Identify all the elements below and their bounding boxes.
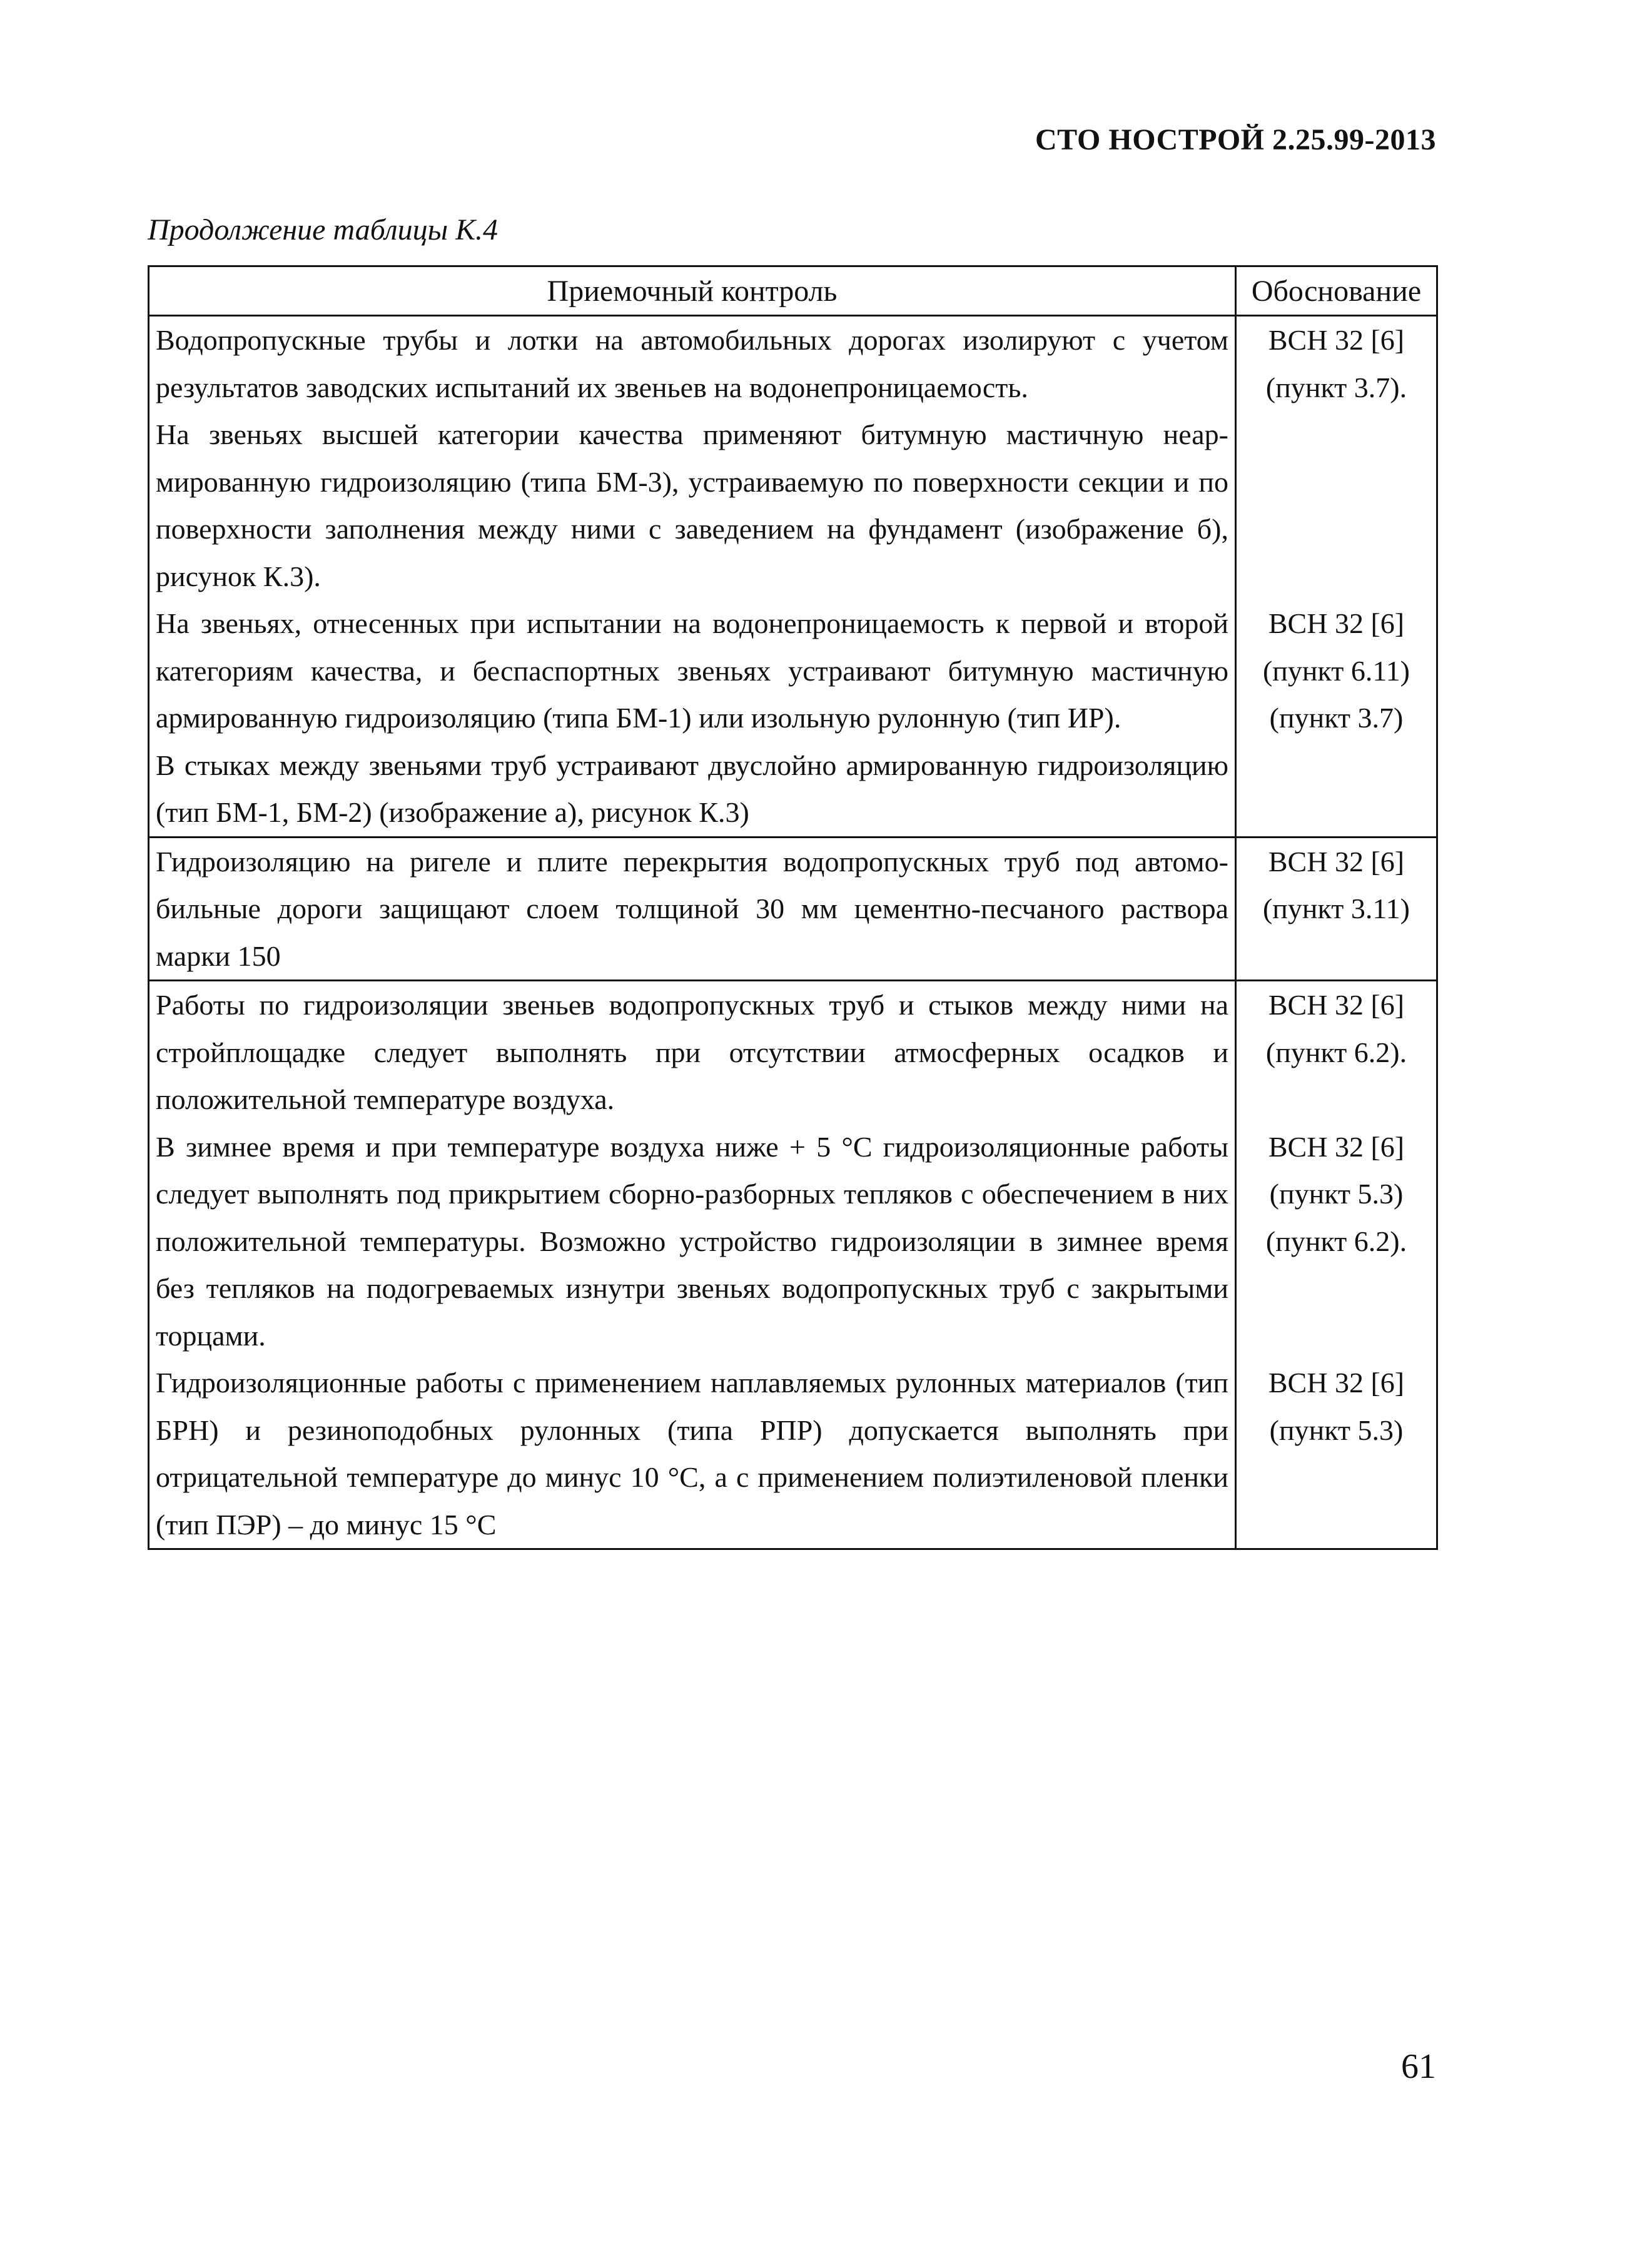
paragraph: В стыках между звеньями труб устраивают двуслойно армированную гидроизоляцию (тип БМ-1, БМ-2) (изображение а), рисунок К.3): [156, 749, 1228, 828]
reference-line: (пункт 6.2).: [1265, 1036, 1407, 1068]
reference-line: (пункт 3.7).: [1265, 371, 1407, 403]
paragraph: На звеньях, отнесенных при испытании на водонепроницаемость к первой и второй категориям качества, и беспаспортных звеньях устраивают битумную мастичную армированную гидроизоляцию (типа БМ-1) или изольную рулонную (тип ИР).: [156, 607, 1228, 734]
reference-line: (пункт 6.11): [1262, 654, 1410, 687]
justification-cell: [1236, 316, 1437, 838]
reference-line: (пункт 5.3): [1269, 1178, 1404, 1210]
paragraph: Гидроизоляционные работы с применением наплавляемых рулонных материалов (тип БРН) и резиноподобных рулонных (типа РПР) допускается выполнять при отрицательной температуре до минус 10 °С, а с применением полиэтиленовой пленки (тип ПЭР) – до минус 15 °С: [156, 1367, 1228, 1541]
paragraph: На звеньях высшей категории качества применяют битумную мастичную неармированную гидроизоляцию (типа БМ-3), устраиваемую по поверхности секции и по поверхности заполнения между ними с заведением на фундамент (изображение б), рисунок К.3).: [156, 418, 1228, 592]
reference-line: (пункт 3.11): [1262, 893, 1410, 924]
table-caption: Продолжение таблицы К.4: [148, 213, 498, 246]
page-number: 61: [1401, 2047, 1436, 2086]
reference-line: ВСН 32 [6]: [1268, 989, 1405, 1021]
reference-line: ВСН 32 [6]: [1268, 845, 1405, 878]
table-row: [149, 837, 1437, 981]
column-header-justification: Обоснование: [1236, 266, 1437, 316]
reference-line: (пункт 3.7): [1269, 702, 1404, 734]
justification-cell: [1236, 981, 1437, 1549]
reference-line: ВСН 32 [6]: [1268, 1130, 1405, 1163]
table-header-row: [149, 266, 1437, 316]
justification-cell: [1236, 837, 1437, 981]
acceptance-control-cell: [149, 837, 1236, 981]
acceptance-control-cell: [149, 981, 1236, 1549]
reference-group: [1237, 981, 1436, 1123]
reference-group: [1237, 1359, 1436, 1454]
table-row: [149, 316, 1437, 838]
table-k4: [148, 265, 1438, 1550]
reference-line: ВСН 32 [6]: [1268, 1367, 1405, 1399]
reference-line: (пункт 5.3): [1269, 1414, 1404, 1446]
reference-group: [1237, 1123, 1436, 1360]
table-row: [149, 981, 1437, 1549]
reference-group: [1237, 600, 1436, 742]
paragraph: Водопропускные трубы и лотки на автомобильных дорогах изолируют с учетом результатов заводских испытаний их звеньев на водонепроницаемость.: [156, 324, 1228, 403]
document-code-header: СТО НОСТРОЙ 2.25.99-2013: [1035, 123, 1436, 156]
reference-group: [1237, 316, 1436, 600]
reference-line: (пункт 6.2).: [1265, 1225, 1407, 1257]
reference-group: [1237, 838, 1436, 933]
reference-line: ВСН 32 [6]: [1268, 607, 1405, 639]
paragraph: В зимнее время и при температуре воздуха ниже + 5 °С гидроизоляционные работы следует выполнять под прикрытием сборно-разборных тепляков с обеспечением в них положительной температуры. Возможно устройство гидроизоляции в зимнее время без тепляков на подогреваемых изнутри звеньях водопропускных труб с закрытыми торцами.: [156, 1130, 1228, 1352]
paragraph: Работы по гидроизоляции звеньев водопропускных труб и стыков между ними на стройплощадке следует выполнять при отсутствии атмосферных осадков и положительной температуре воздуха.: [156, 989, 1228, 1115]
acceptance-control-cell: [149, 316, 1236, 838]
column-header-acceptance-control: Приемочный контроль: [149, 266, 1236, 316]
paragraph: Гидроизоляцию на ригеле и плите перекрытия водопропускных труб под автомобильные дороги защищают слоем толщиной 30 мм цементно-песчаного раствора марки 150: [156, 845, 1228, 972]
reference-line: ВСН 32 [6]: [1268, 324, 1405, 356]
